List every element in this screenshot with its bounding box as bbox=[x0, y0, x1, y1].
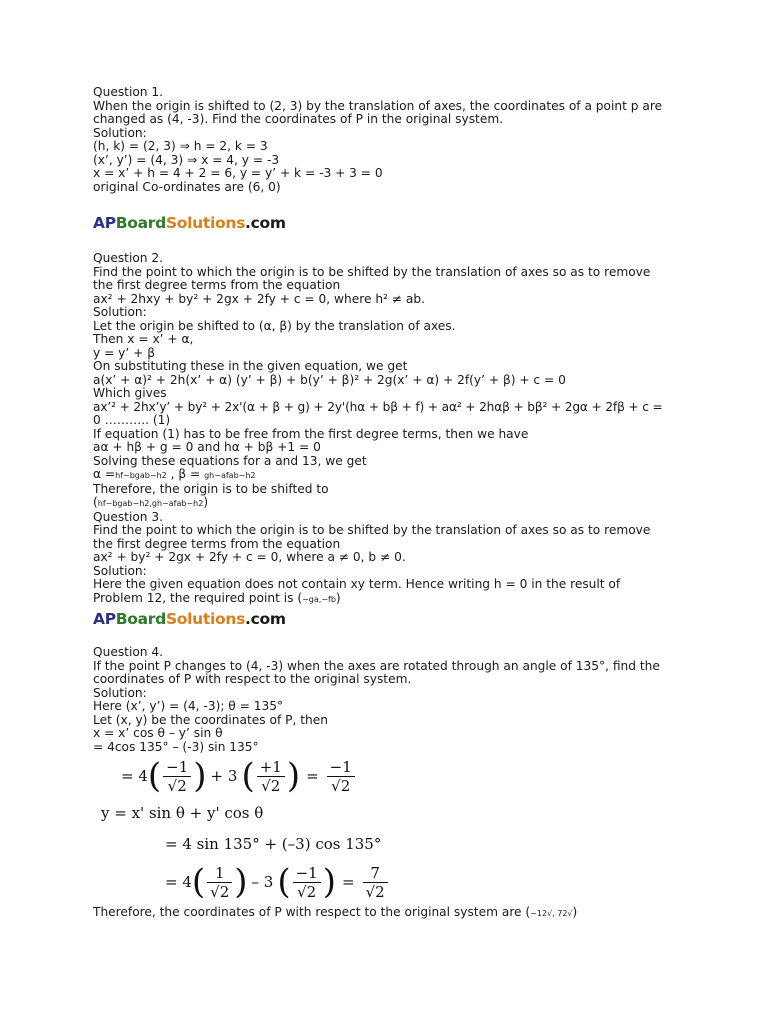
math-figure bbox=[93, 754, 683, 904]
q3-text: the first degree terms from the equation bbox=[93, 536, 341, 551]
site-logo[interactable]: APBoardSolutions.com bbox=[93, 214, 286, 232]
q1-step: x = x’ + h = 4 + 2 = 6, y = y’ + k = -3 + 3 = 0 bbox=[93, 166, 383, 180]
q4-text: If the point P changes to (4, -3) when the axes are rotated through an angle of 135°, find the bbox=[93, 658, 660, 673]
q3-solution-label: Solution: bbox=[93, 563, 147, 578]
q2-step: If equation (1) has to be free from the first degree terms, then we have bbox=[93, 426, 529, 441]
q4-step: = 4cos 135° – (-3) sin 135° bbox=[93, 739, 259, 754]
q2-step: On substituting these in the given equation, we get bbox=[93, 359, 408, 373]
q3-result: Problem 12, the required point is (−ga,−fb) bbox=[93, 590, 341, 605]
q1-step: original Co-ordinates are (6, 0) bbox=[93, 179, 281, 194]
q4-step: x = x’ cos θ – y’ sin θ bbox=[93, 726, 223, 740]
q4-step: Here (x’, y’) = (4, -3); θ = 135° bbox=[93, 699, 284, 713]
q2-title: Question 2. bbox=[93, 251, 164, 265]
q2-step: ax’² + 2hx’y’ + by² + 2x'(α + β + g) + 2y'(hα + bβ + f) + aα² + 2hαβ + bβ² + 2gα + 2fβ + c = bbox=[93, 399, 663, 414]
q1-text: When the origin is shifted to (2, 3) by the translation of axes, the coordinates of a point p are bbox=[93, 98, 663, 113]
math-line-y-formula: y = x' sin θ + y' cos θ bbox=[101, 804, 264, 822]
q1-step: (h, k) = (2, 3) ⇒ h = 2, k = 3 bbox=[93, 139, 268, 153]
q2-text: the first degree terms from the equation bbox=[93, 278, 341, 292]
q4-text: coordinates of P with respect to the original system. bbox=[93, 672, 412, 686]
q4-final: Therefore, the coordinates of P with respect to the original system are (−12√, 72√) bbox=[93, 905, 578, 919]
q2-step: Therefore, the origin is to be shifted to bbox=[93, 481, 329, 496]
q3-text: ax² + by² + 2gx + 2fy + c = 0, where a ≠ 0, b ≠ 0. bbox=[93, 550, 406, 564]
site-logo[interactable]: APBoardSolutions.com bbox=[93, 610, 286, 628]
q2-alpha-beta: α =hf−bgab−h2 , β = gh−afab−h2 bbox=[93, 467, 256, 481]
math-line-x-result: = 4 ( $\frac{-1}{√2}$ ) + 3 ( $\frac{+1}{√2}$ ) = $\frac{-1}{√2}$ bbox=[93, 754, 683, 798]
math-line-y-result: = 4 ( $\frac{1}{√2}$ ) – 3 ( $\frac{-1}{√2}$ ) = $\frac{7}{√2}$ bbox=[93, 860, 683, 904]
math-line-y-sub: = 4 sin 135° + (–3) cos 135° bbox=[165, 835, 382, 853]
q1-step: (x’, y’) = (4, 3) ⇒ x = 4, y = -3 bbox=[93, 152, 280, 167]
q2-solution-label: Solution: bbox=[93, 305, 147, 319]
q2-step: a(x’ + α)² + 2h(x’ + α) (y’ + β) + b(y’ + β)² + 2g(x’ + α) + 2f(y’ + β) + c = 0 bbox=[93, 372, 566, 387]
q3-title: Question 3. bbox=[93, 509, 164, 524]
q4-step: Let (x, y) be the coordinates of P, then bbox=[93, 712, 328, 727]
q1-solution-label: Solution: bbox=[93, 125, 147, 140]
q3-text: Find the point to which the origin is to be shifted by the translation of axes so as to remove bbox=[93, 523, 651, 537]
q2-step: Let the origin be shifted to (α, β) by the translation of axes. bbox=[93, 318, 456, 333]
q4-solution-label: Solution: bbox=[93, 685, 147, 700]
q2-step: y = y’ + β bbox=[93, 345, 155, 360]
q2-text: Find the point to which the origin is to be shifted by the translation of axes so as to remove bbox=[93, 264, 651, 279]
q4-title: Question 4. bbox=[93, 645, 164, 659]
q2-text: ax² + 2hxy + by² + 2gx + 2fy + c = 0, where h² ≠ ab. bbox=[93, 291, 425, 306]
q2-result: (hf−bgab−h2,gh−afab−h2) bbox=[93, 495, 209, 509]
q2-step: aα + hβ + g = 0 and hα + bβ +1 = 0 bbox=[93, 440, 321, 454]
q2-step: 0 ……….. (1) bbox=[93, 413, 171, 427]
q2-step: Then x = x’ + α, bbox=[93, 332, 194, 346]
document-page bbox=[93, 86, 683, 921]
q2-step: Solving these equations for a and 13, we get bbox=[93, 453, 367, 468]
q3-step: Here the given equation does not contain xy term. Hence writing h = 0 in the result of bbox=[93, 577, 621, 591]
q2-step: Which gives bbox=[93, 386, 167, 400]
q1-text: changed as (4, -3). Find the coordinates of P in the original system. bbox=[93, 112, 504, 126]
q1-title: Question 1. bbox=[93, 85, 164, 99]
